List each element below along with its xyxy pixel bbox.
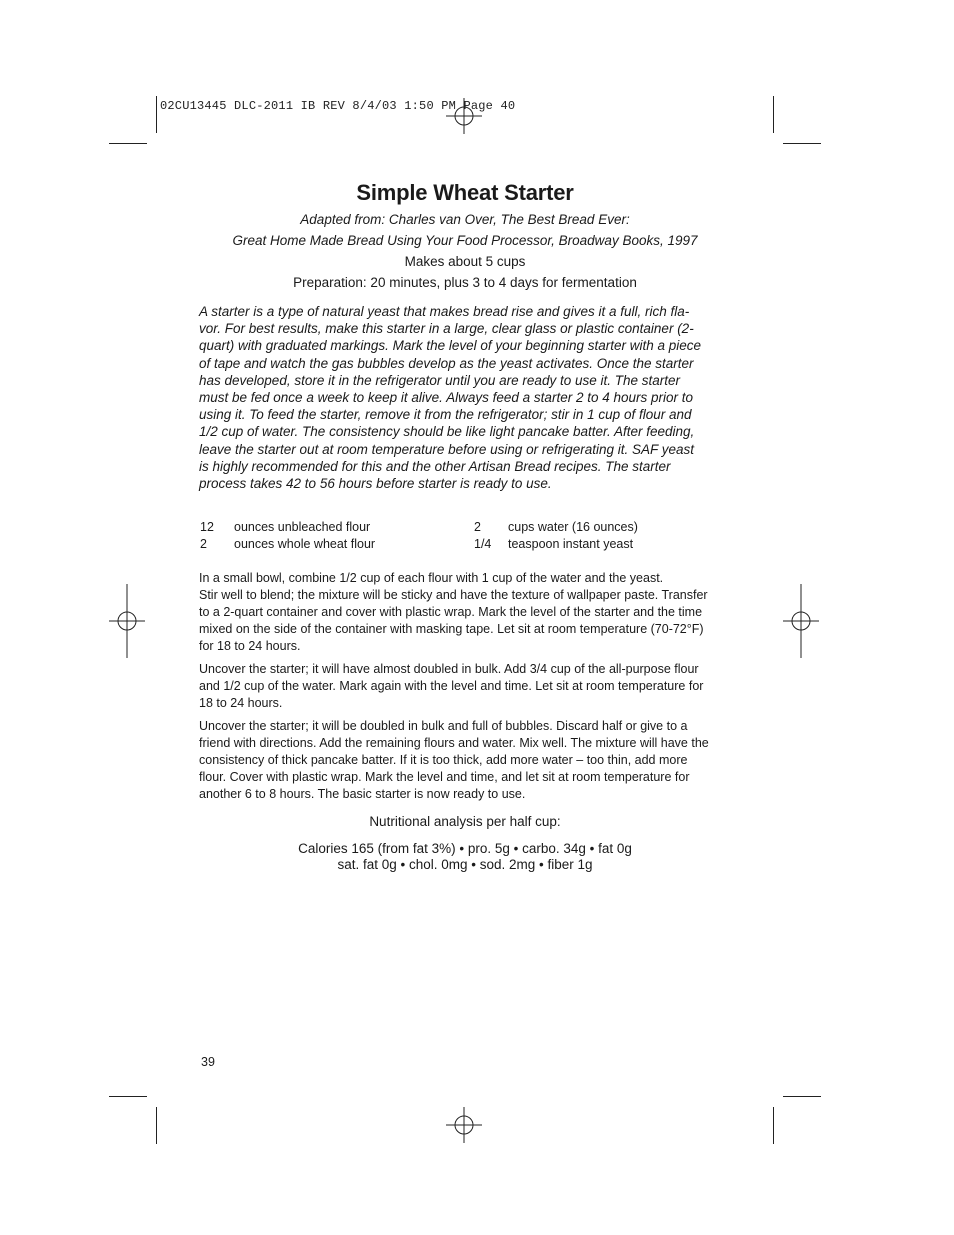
ingredient-qty: 1/4 [474, 537, 492, 551]
recipe-title: Simple Wheat Starter [356, 180, 574, 205]
crop-mark [156, 96, 157, 133]
crop-mark [773, 96, 774, 133]
crop-mark [156, 1107, 157, 1144]
ingredient-name: teaspoon instant yeast [508, 537, 634, 551]
instruction-step-2: Uncover the starter; it will have almost doubled in bulk. Add 3/4 cup of the all-purpose flour and 1/2 cup of the water. Mark again with the level and time. Let sit at room temperature for 18 to 24 hours. [199, 662, 704, 710]
registration-mark-icon [109, 584, 145, 658]
registration-mark-icon [446, 98, 482, 134]
preparation-line: Preparation: 20 minutes, plus 3 to 4 days for fermentation [293, 275, 637, 290]
ingredient-name: ounces whole wheat flour [234, 537, 376, 551]
ingredient-qty: 12 [200, 520, 214, 534]
ingredient-name: ounces unbleached flour [234, 520, 371, 534]
nutrition-heading: Nutritional analysis per half cup: [369, 814, 561, 829]
page-number: 39 [201, 1055, 215, 1069]
crop-mark [773, 1107, 774, 1144]
ingredient-name: cups water (16 ounces) [508, 520, 638, 534]
registration-mark-icon [783, 584, 819, 658]
nutrition-line-2: sat. fat 0g • chol. 0mg • sod. 2mg • fiber 1g [337, 857, 593, 872]
instruction-step-1: In a small bowl, combine 1/2 cup of each flour with 1 cup of the water and the yeast. Stir well to blend; the mixture will be sticky and have the texture of wallpaper paste. Transfer to a 2-quart container and cover with plastic wrap. Mark the level of the starter and the time mixed on the side of the container with masking tape. Let sit at room temperature (70-72°F) for 18 to 24 hours. [199, 571, 708, 653]
source-line-1: Adapted from: Charles van Over, The Best Bread Ever: [300, 212, 630, 227]
crop-mark [783, 1096, 821, 1097]
crop-mark [783, 143, 821, 144]
nutrition-line-1: Calories 165 (from fat 3%) • pro. 5g • carbo. 34g • fat 0g [298, 841, 632, 856]
ingredient-qty: 2 [474, 520, 481, 534]
print-slug: 02CU13445 DLC-2011 IB REV 8/4/03 1:50 PM Page 40 [160, 99, 516, 113]
ingredient-qty: 2 [200, 537, 207, 551]
intro-paragraph: A starter is a type of natural yeast that makes bread rise and gives it a full, rich fla- vor. For best results, make this starter in a large, clear glass or plastic container (2- quart) with graduated markings. Mark the level of your beginning starter with a piece of tape and watch the gas bubbles develop as the yeast activates. Once the starter has developed, store it in the refrigerator until you are ready to use it. The starter must be fed once a week to keep it alive. Always feed a starter 2 to 4 hours prior to using it. To feed the starter, remove it from the refrigerator; stir in 1 cup of flour and 1/2 cup of water. The consistency should be like light pancake batter. After feeding, leave the starter out at room temperature before using or refrigerating it. SAF yeast is highly recommended for this and the other Artisan Bread recipes. The starter process takes 42 to 56 hours before starter is ready to use. [199, 304, 702, 492]
instruction-step-3: Uncover the starter; it will be doubled in bulk and full of bubbles. Discard half or give to a friend with directions. Add the remaining flours and water. Mix well. The mixture will have the consistency of thick pancake batter. If it is too thick, add more water – too thin, add more flour. Cover with plastic wrap. Mark the level and time, and let sit at room temperature for another 6 to 8 hours. The basic starter is now ready to use. [199, 719, 709, 801]
yield-line: Makes about 5 cups [404, 254, 526, 269]
source-line-2: Great Home Made Bread Using Your Food Processor, Broadway Books, 1997 [232, 233, 698, 248]
registration-mark-icon [446, 1107, 482, 1143]
crop-mark [109, 143, 147, 144]
crop-mark [109, 1096, 147, 1097]
